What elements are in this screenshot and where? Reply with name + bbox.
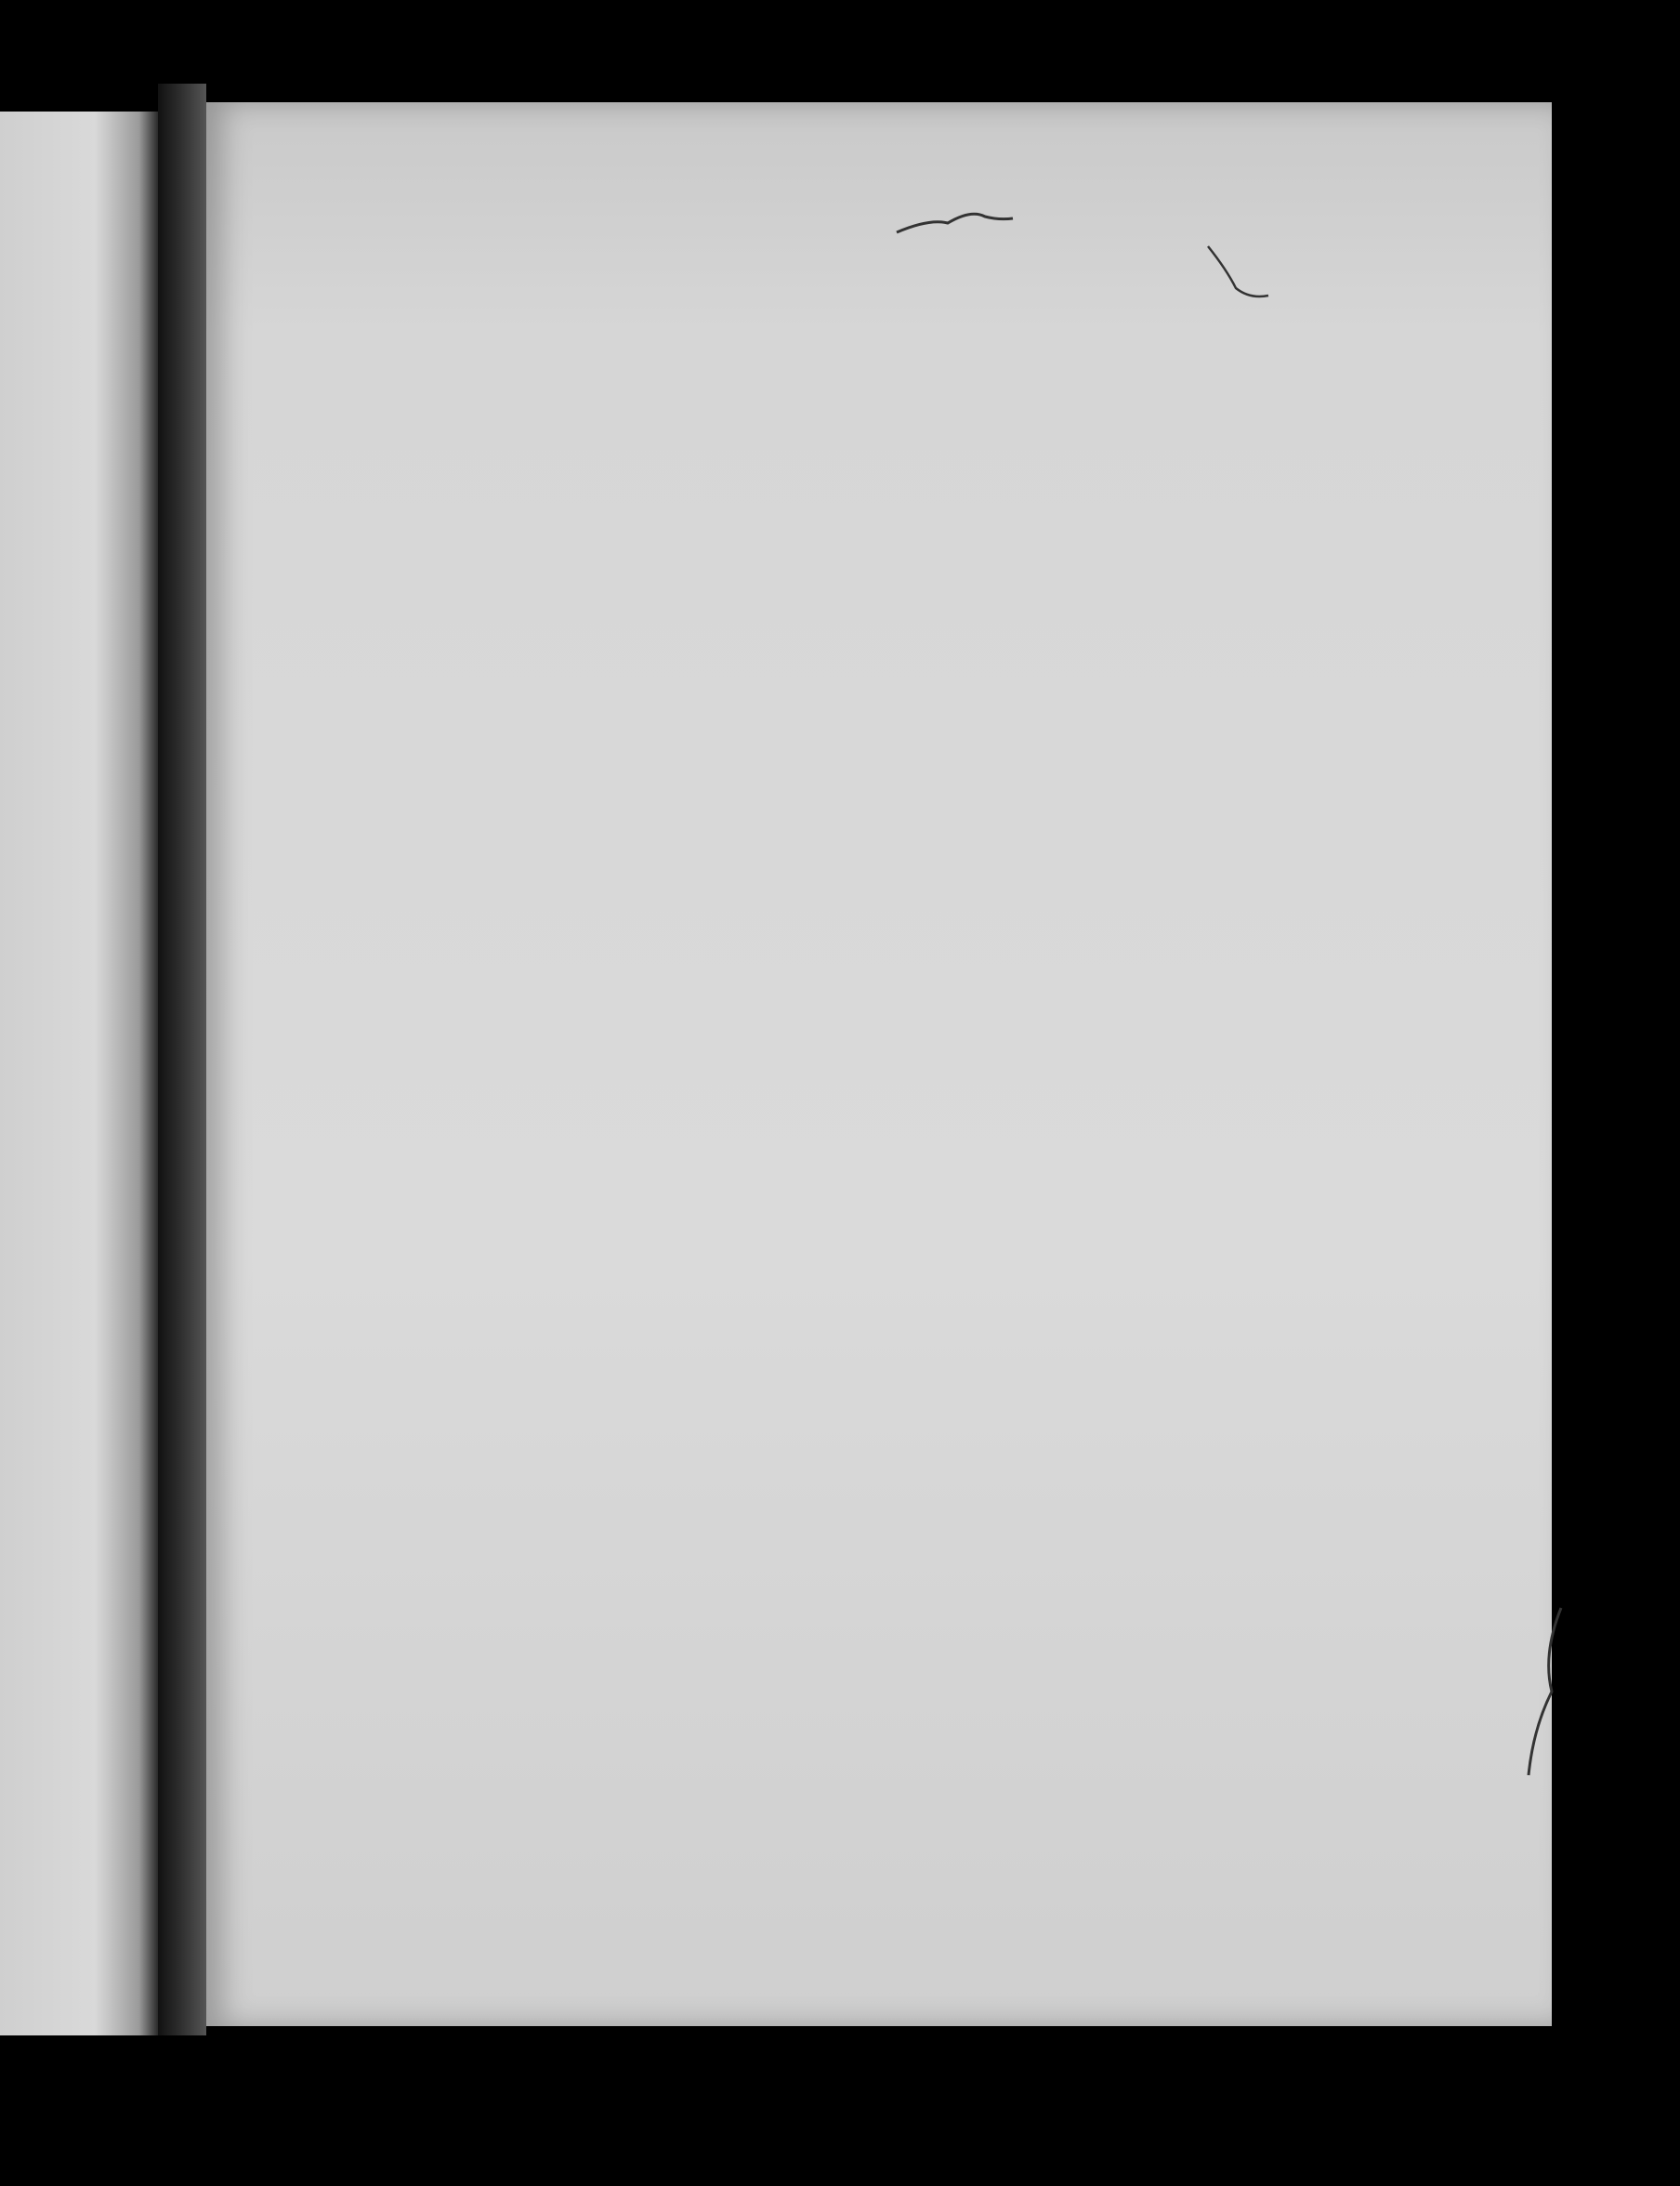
book-gutter (158, 84, 206, 2035)
scan-mark (1199, 242, 1282, 307)
right-page (206, 102, 1552, 2026)
scan-mark (1524, 1599, 1580, 1784)
left-facing-page (0, 112, 158, 2035)
running-head (0, 229, 1680, 266)
scan-mark (892, 200, 1022, 246)
